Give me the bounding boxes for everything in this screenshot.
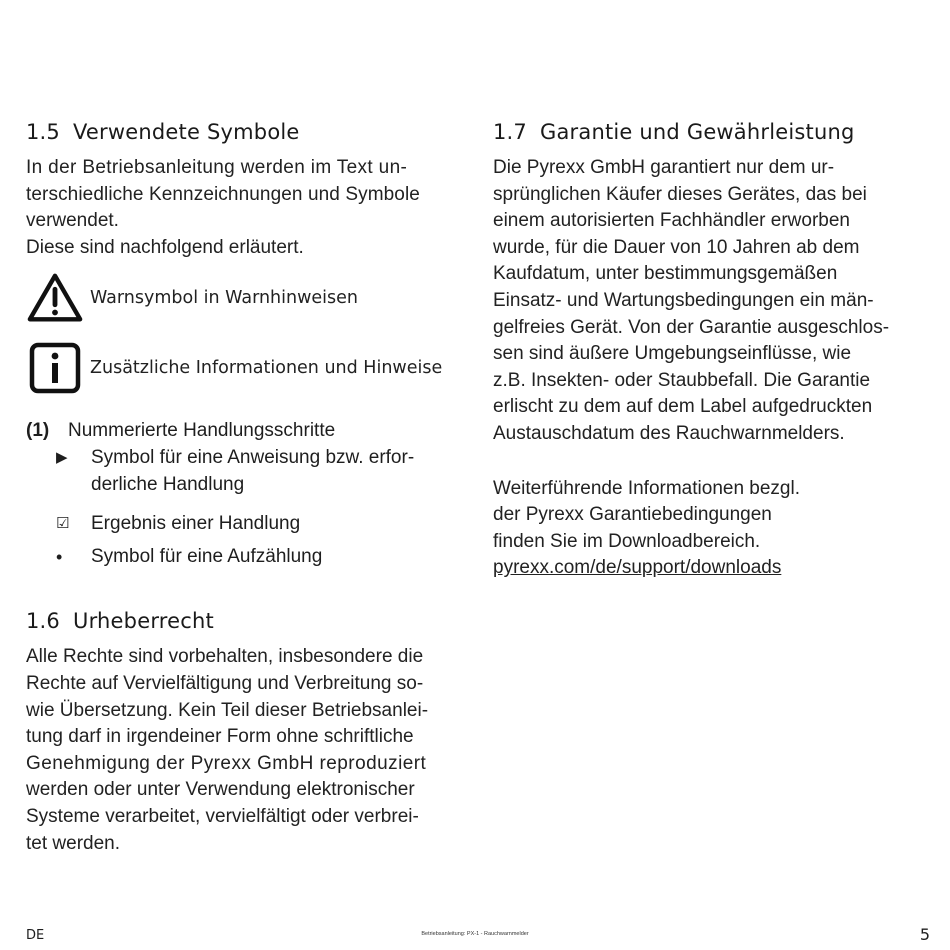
symbol-label: Zusätzliche Informationen und Hinweise [90,358,443,379]
text-line: tet werden. [26,832,120,854]
section-number: 1.6 [26,609,60,634]
left-column [26,118,458,857]
step-number: (1) [26,420,50,442]
page-number: 5 [919,925,930,944]
text-line: der Pyrexx Garantiebedingungen [493,504,772,526]
list-item [56,445,458,498]
section-1-5-intro [26,155,458,261]
text-line: sprünglichen Käufer dieses Gerätes, das bei [493,183,867,205]
checkbox-checked-icon: ☑ [56,515,70,533]
info-box-icon [26,340,84,396]
footer-language: DE [26,928,45,943]
text-line: terschiedliche Kennzeichnungen und Symbole [26,183,420,205]
section-number: 1.5 [26,120,60,144]
text-line: gelfreies Gerät. Von der Garantie ausgeschlos- [493,316,890,338]
text-line: erlischt zu dem auf dem Label aufgedruckten [493,396,873,418]
symbol-row-info [26,340,458,396]
section-1-7-body [493,155,925,448]
list-item [56,544,458,571]
section-1-6-body [26,644,458,857]
text-line: wurde, für die Dauer von 10 Jahren ab dem [493,236,860,258]
text-line: Systeme verarbeitet, vervielfältigt oder verbrei- [26,805,419,827]
text-line: Diese sind nachfolgend erläutert. [26,236,304,258]
text-line: Symbol für eine Aufzählung [91,545,323,567]
text-line: Genehmigung der Pyrexx GmbH reproduziert [26,752,427,774]
text-line: Symbol für eine Anweisung bzw. erfor- [91,446,415,468]
step-label: Nummerierte Handlungsschritte [68,420,336,442]
text-line: Alle Rechte sind vorbehalten, insbesondere die [26,646,424,668]
text-line: werden oder unter Verwendung elektronischer [26,779,415,801]
downloads-link[interactable]: pyrexx.com/de/support/downloads [493,557,782,579]
text-line: verwendet. [26,210,119,232]
section-1-7-heading [493,118,925,146]
section-1-6-heading [26,607,458,635]
symbol-label: Warnsymbol in Warnhinweisen [90,288,359,309]
footer-document-title: Betriebsanleitung: PX-1 - Rauchwarnmelder [421,931,529,937]
text-line: Die Pyrexx GmbH garantiert nur dem ur- [493,157,835,178]
section-title: Verwendete Symbole [73,120,300,144]
text-line: derliche Handlung [91,473,245,495]
text-line: tung darf in irgendeiner Form ohne schriftliche [26,726,414,748]
warning-triangle-icon [26,270,84,326]
text-line: Austauschdatum des Rauchwarnmelders. [493,422,845,444]
section-title: Urheberrecht [73,609,214,634]
numbered-step-row [26,418,458,445]
right-column [493,118,925,582]
text-line: sen sind äußere Umgebungseinflüsse, wie [493,343,852,365]
section-title: Garantie und Gewährleistung [540,120,855,144]
text-line: Einsatz- und Wartungsbedingungen ein män- [493,289,874,311]
section-number: 1.7 [493,120,527,144]
section-1-7-more-info [493,476,925,582]
play-triangle-icon: ▶ [56,448,68,466]
symbol-row-warning [26,270,458,326]
text-line: finden Sie im Downloadbereich. [493,530,761,552]
text-line: Rechte auf Vervielfältigung und Verbreitung so- [26,672,424,694]
text-line: Ergebnis einer Handlung [91,513,301,535]
text-line: In der Betriebsanleitung werden im Text un- [26,157,408,178]
list-item [56,511,458,538]
text-line: Kaufdatum, unter bestimmungsgemäßen [493,263,838,285]
text-line: wie Übersetzung. Kein Teil dieser Betriebsanlei- [26,699,429,721]
text-line: z.B. Insekten- oder Staubbefall. Die Garantie [493,369,871,391]
text-line: einem autorisierten Fachhändler erworben [493,210,850,232]
bullet-icon: • [56,546,63,567]
section-1-5-heading [26,118,458,146]
text-line: Weiterführende Informationen bezgl. [493,477,800,499]
